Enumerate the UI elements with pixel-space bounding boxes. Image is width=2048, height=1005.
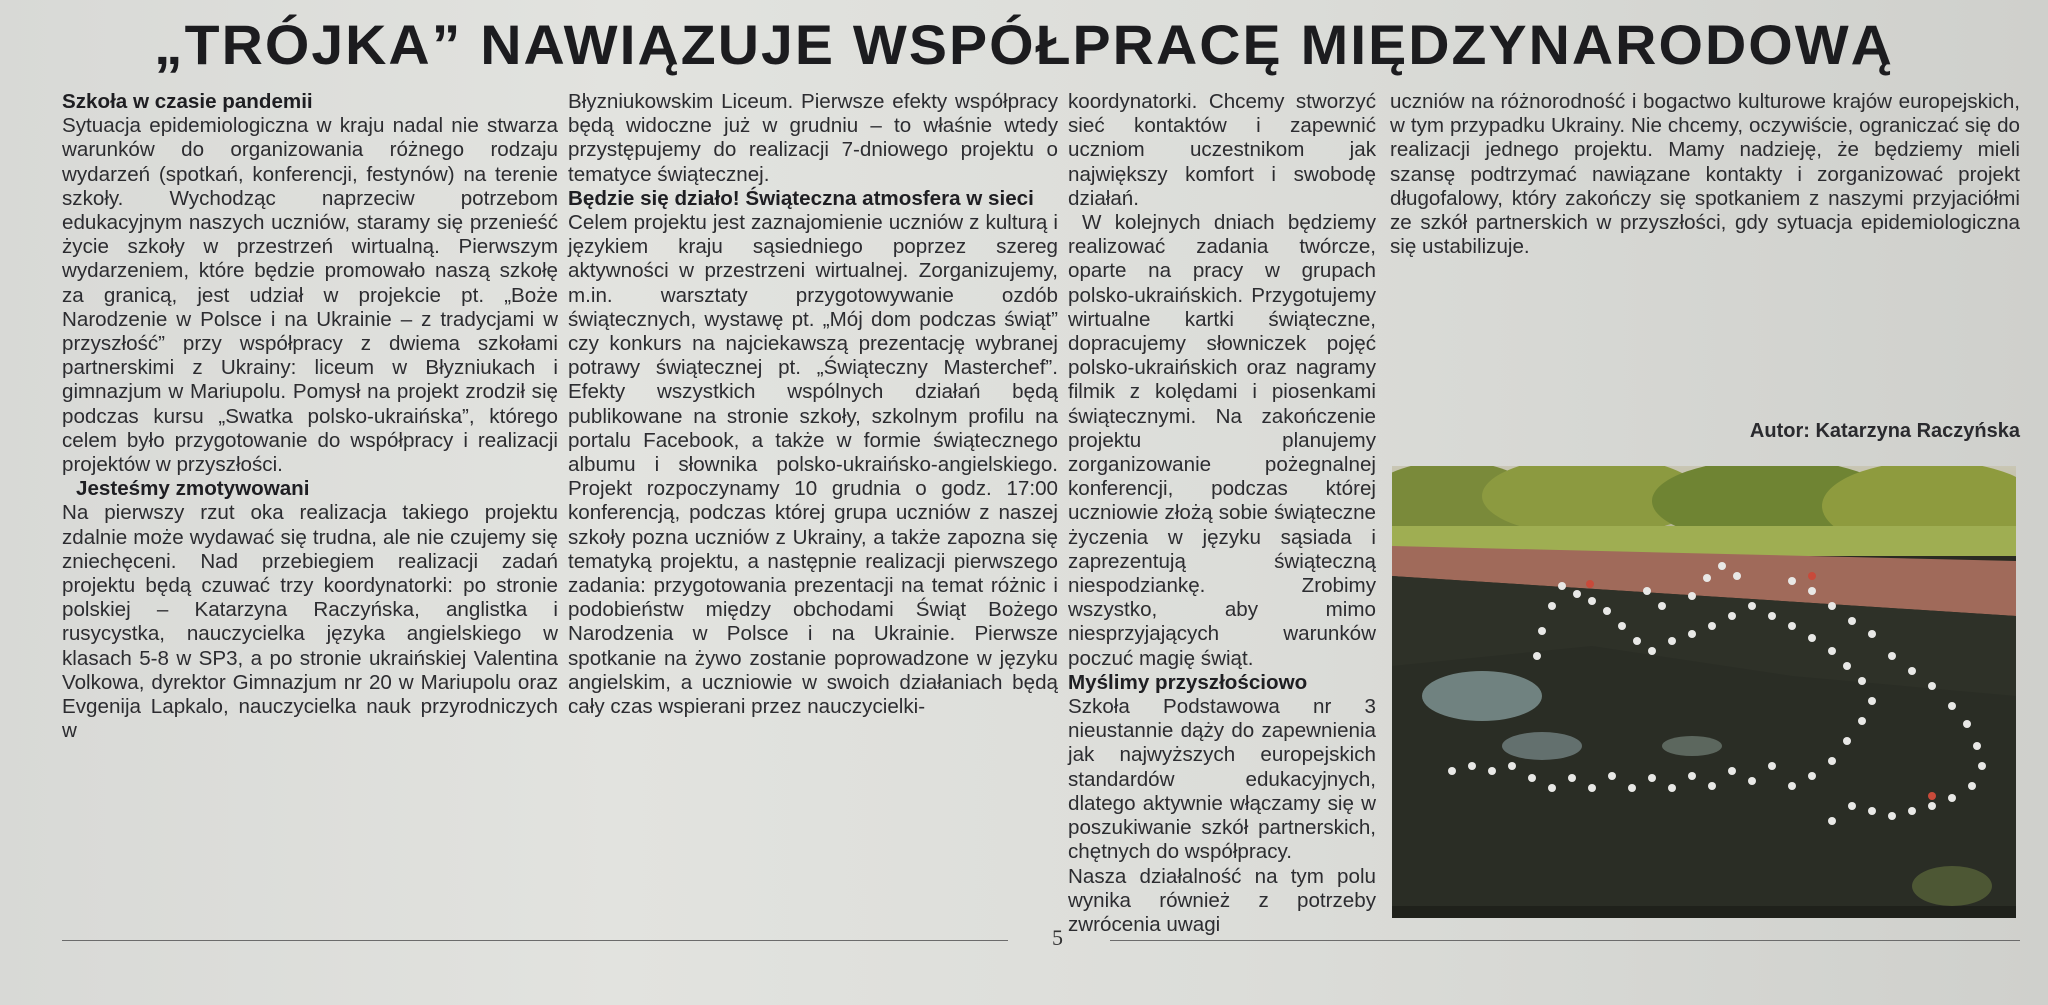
- footer-rule-right: [1110, 940, 2020, 941]
- photo-students-forming-shape: [1392, 466, 2016, 918]
- footer-rule-left: [62, 940, 1008, 941]
- subheading-pandemic: Szkoła w czasie pandemii: [62, 90, 313, 113]
- headline: „TRÓJKA” NAWIĄZUJE WSPÓŁPRACĘ MIĘDZYNARODOWĄ: [154, 13, 1894, 76]
- author-byline: Autor: Katarzyna Raczyńska: [1749, 420, 2020, 442]
- paragraph: W kolejnych dniach będziemy realizować zadania twórcze, oparte na pracy w grupach polsko-ukraińskich. Przygotujemy wirtualne kartki świąteczne, dopracujemy słowniczek pojęć polsko-ukraińskich oraz nagramy filmik z kolędami i piosenkami świątecznymi. Na zakończenie projektu planujemy zorganizowanie pożegnalnej konferencji, podczas której uczniowie złożą sobie świąteczne życzenia w języku sąsiada i zaprezentują świąteczną niespodziankę. Zrobimy wszystko, aby mimo niesprzyjających warunków poczuć magię świąt.: [1068, 211, 1376, 670]
- paragraph: Szkoła Podstawowa nr 3 nieustannie dąży do zapewnienia jak najwyższych europejskich standardów edukacyjnych, dlatego aktywnie włączamy się w poszukiwanie szkół partnerskich, chętnych do współpracy.: [1068, 695, 1376, 864]
- paragraph: Sytuacja epidemiologiczna w kraju nadal nie stwarza warunków do organizowania różnego rodzaju wydarzeń (spotkań, konferencji, festynów) na terenie szkoły. Wychodząc naprzeciw potrzebom edukacyjnym naszych uczniów, staramy się przenieść życie szkoły w przestrzeń wirtualną. Pierwszym wydarzeniem, które będzie promowało naszą szkołę za granicą, jest udział w projekcie pt. „Boże Narodzenie w Polsce i na Ukrainie – z tradycjami w przyszłość” przy współpracy z dwiema szkołami partnerskimi z Ukrainy: liceum w Błyzniukach i gimnazjum w Mariupolu. Pomysł na projekt zrodził się podczas kursu „Swatka polsko-ukraińska”, którego celem było przygotowanie do współpracy i realizacji projektów w przyszłości.: [62, 114, 558, 477]
- column-1: [62, 90, 558, 743]
- paragraph: koordynatorki. Chcemy stworzyć sieć kontaktów i zapewnić uczniom uczestnikom jak największy komfort i swobodę działań.: [1068, 90, 1376, 210]
- page-number: 5: [1052, 925, 1063, 950]
- subheading-motivated: Jesteśmy zmotywowani: [76, 477, 310, 501]
- column-2: [568, 90, 1058, 719]
- paragraph: Błyzniukowskim Liceum. Pierwsze efekty współpracy będą widoczne już w grudniu – to właśnie wtedy przystępujemy do realizacji 7-dniowego projektu o tematyce świątecznej.: [568, 90, 1058, 186]
- column-4: [1390, 90, 2020, 259]
- paragraph: Celem projektu jest zaznajomienie uczniów z kulturą i językiem kraju sąsiedniego poprzez szereg aktywności w przestrzeni wirtualnej. Zorganizujemy, m.in. warsztaty przygotowywanie ozdób świątecznych, wystawę pt. „Mój dom podczas świąt” czy konkurs na najciekawszą prezentację wybranej potrawy świątecznej pt. „Świąteczny Masterchef”. Efekty wszystkich wspólnych działań będą publikowane na stronie szkoły, szkolnym profilu na portalu Facebook, a także w formie świątecznego albumu i słownika polsko-ukraińsko-angielskiego. Projekt rozpoczynamy 10 grudnia o godz. 17:00 konferencją, podczas której grupa uczniów z naszej szkoły pozna uczniów z Ukrainy, a także zapozna się tematyką projektu, a następnie realizacji pierwszego zadania: przygotowania prezentacji na temat różnic i podobieństw między obchodami Świąt Bożego Narodzenia w Polsce i na Ukrainie. Pierwsze spotkanie na żywo zostanie poprowadzone w języku angielskim, a uczniowie w swoich działaniach będą cały czas wspierani przez nauczycielki-: [568, 211, 1058, 719]
- paragraph: Na pierwszy rzut oka realizacja takiego projektu zdalnie może wydawać się trudna, ale nie czujemy się zniechęceni. Nad przebiegiem realizacji zadań projektu będą czuwać trzy koordynatorki: po stronie polskiej – Katarzyna Raczyńska, anglistka i rusycystka, nauczycielka języka angielskiego w klasach 5-8 w SP3, a po stronie ukraińskiej Valentina Volkowa, dyrektor Gimnazjum nr 20 w Mariupolu oraz Evgenija Lapkalo, nauczycielka nauk przyrodniczych w: [62, 501, 558, 743]
- column-3: [1068, 90, 1376, 937]
- paragraph: uczniów na różnorodność i bogactwo kulturowe krajów europejskich, w tym przypadku Ukrainy. Nie chcemy, oczywiście, ograniczać się do realizacji jednego projektu. Mamy nadzieję, że będziemy mieli szansę podtrzymać nawiązane kontakty i zorganizować projekt długofalowy, który zakończy się spotkaniem z naszymi przyjaciółmi ze szkół partnerskich w przyszłości, gdy sytuacja epidemiologiczna się ustabilizuje.: [1390, 90, 2020, 259]
- subheading-future: Myślimy przyszłościowo: [1068, 670, 1308, 694]
- paragraph: Nasza działalność na tym polu wynika również z potrzeby zwrócenia uwagi: [1068, 864, 1376, 936]
- subheading-christmas: Będzie się działo! Świąteczna atmosfera w sieci: [568, 186, 1034, 210]
